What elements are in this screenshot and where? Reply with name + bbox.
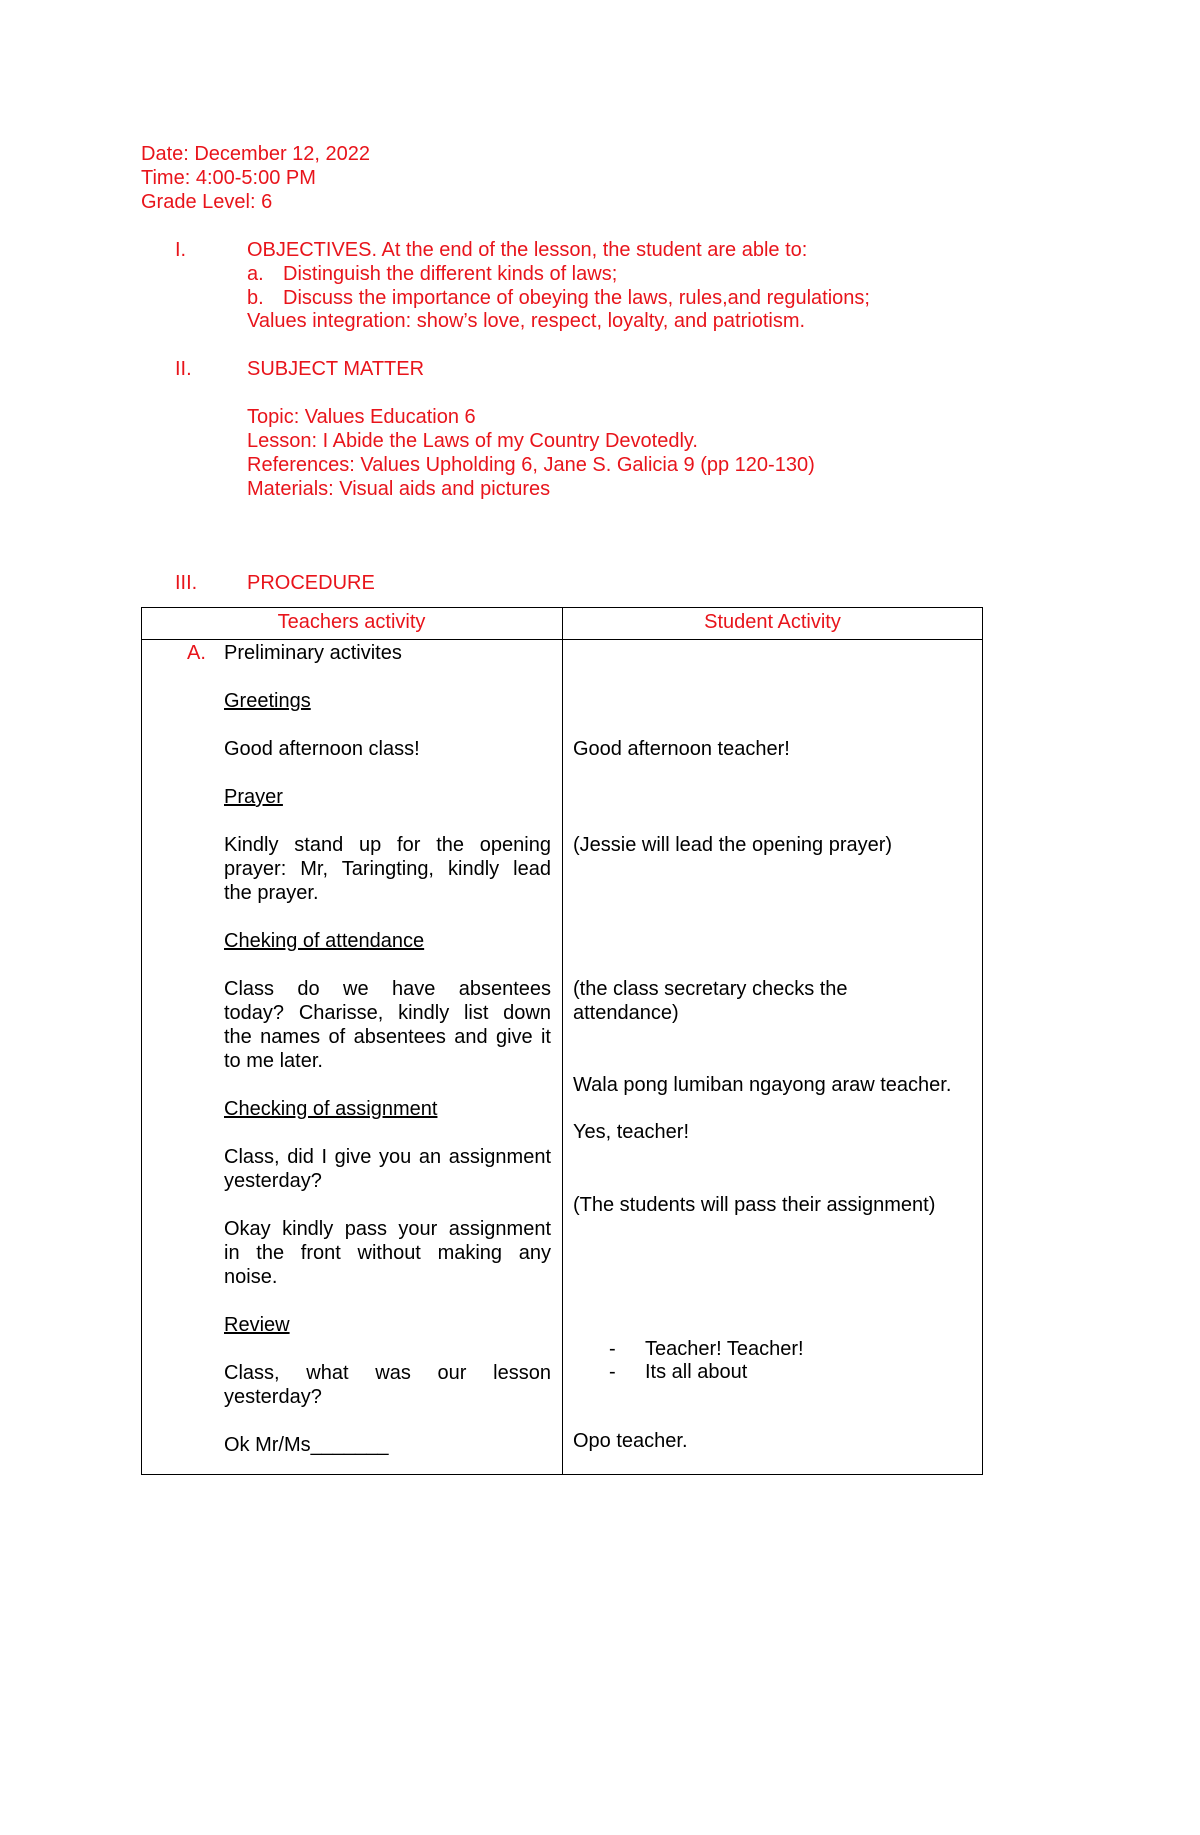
student-yes-reply: Yes, teacher!: [573, 1121, 690, 1143]
review-heading: Review: [224, 1314, 290, 1336]
prayer-line: Kindly stand up for the opening: [224, 834, 551, 856]
review-line: Class, what was our lesson: [224, 1362, 551, 1384]
materials-line: Materials: Visual aids and pictures: [247, 478, 551, 500]
objective-marker-b: b.: [247, 287, 264, 309]
student-review-reply: Its all about: [645, 1361, 748, 1383]
objectives-title: OBJECTIVES. At the end of the lesson, the student are able to:: [247, 239, 808, 261]
header-divider: [141, 639, 983, 640]
review-line: yesterday?: [224, 1386, 322, 1408]
prayer-line: the prayer.: [224, 882, 319, 904]
objectives-numeral: I.: [175, 239, 187, 261]
col-header-teacher: Teachers activity: [277, 611, 426, 633]
date-line: Date: December 12, 2022: [141, 143, 371, 165]
subject-numeral: II.: [175, 358, 192, 380]
procedure-title: PROCEDURE: [247, 572, 375, 594]
lesson-line: Lesson: I Abide the Laws of my Country Devotedly.: [247, 430, 698, 452]
assignment-line: Class, did I give you an assignment: [224, 1146, 551, 1168]
attendance-line: to me later.: [224, 1050, 323, 1072]
col-header-student: Student Activity: [704, 611, 841, 633]
teacher-greeting: Good afternoon class!: [224, 738, 420, 760]
objective-marker-a: a.: [247, 263, 264, 285]
procedure-numeral: III.: [175, 572, 198, 594]
references-line: References: Values Upholding 6, Jane S. Galicia 9 (pp 120-130): [247, 454, 815, 476]
pass-line: in the front without making any: [224, 1242, 551, 1264]
objective-item-a: Distinguish the different kinds of laws;: [283, 263, 618, 285]
student-absent-reply: Wala pong lumiban ngayong araw teacher.: [573, 1074, 952, 1096]
topic-line: Topic: Values Education 6: [247, 406, 476, 428]
values-integration: Values integration: show’s love, respect, loyalty, and patriotism.: [247, 310, 806, 332]
student-prayer: (Jessie will lead the opening prayer): [573, 834, 893, 856]
attendance-line: Class do we have absentees: [224, 978, 551, 1000]
student-attendance: (the class secretary checks the: [573, 978, 848, 1000]
student-review-reply: Teacher! Teacher!: [645, 1338, 804, 1360]
prayer-line: prayer: Mr, Taringting, kindly lead: [224, 858, 551, 880]
subject-title: SUBJECT MATTER: [247, 358, 425, 380]
assignment-heading: Checking of assignment: [224, 1098, 438, 1120]
student-greeting: Good afternoon teacher!: [573, 738, 790, 760]
pass-line: Okay kindly pass your assignment: [224, 1218, 551, 1240]
attendance-line: today? Charisse, kindly list down: [224, 1002, 551, 1024]
attendance-heading: Cheking of attendance: [224, 930, 425, 952]
assignment-line: yesterday?: [224, 1170, 322, 1192]
section-marker: A.: [187, 642, 206, 664]
section-title: Preliminary activites: [224, 642, 402, 664]
student-pass-reply: (The students will pass their assignment): [573, 1194, 936, 1216]
objective-item-b: Discuss the importance of obeying the laws, rules,and regulations;: [283, 287, 870, 309]
pass-line: noise.: [224, 1266, 278, 1288]
ok-line: Ok Mr/Ms_______: [224, 1434, 389, 1456]
grade-line: Grade Level: 6: [141, 191, 273, 213]
student-opo-reply: Opo teacher.: [573, 1430, 688, 1452]
attendance-line: the names of absentees and give it: [224, 1026, 551, 1048]
bullet-dash: -: [609, 1361, 616, 1383]
column-divider: [562, 607, 563, 1475]
student-attendance: attendance): [573, 1002, 679, 1024]
bullet-dash: -: [609, 1338, 616, 1360]
prayer-heading: Prayer: [224, 786, 283, 808]
greetings-heading: Greetings: [224, 690, 311, 712]
time-line: Time: 4:00-5:00 PM: [141, 167, 316, 189]
